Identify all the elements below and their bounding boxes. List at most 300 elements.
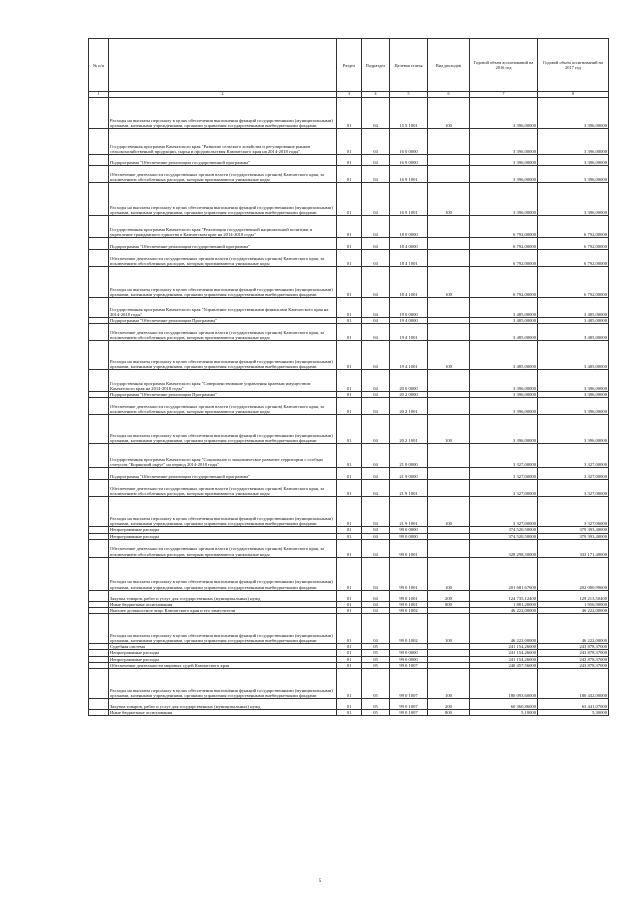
row-amount-2017: 379 393,40000 xyxy=(538,533,609,539)
row-amount-2016: 46 222,00000 xyxy=(470,608,538,614)
row-amount-2016: 3 396,00000 xyxy=(470,398,538,415)
row-amount-2016: 3 396,00000 xyxy=(470,98,538,129)
table-row xyxy=(89,155,609,166)
row-target: 21 0 0000 xyxy=(390,444,428,468)
row-target: 16 9 0000 xyxy=(390,155,428,166)
table-body xyxy=(89,98,609,716)
row-name: Закупка товаров, работ и услуг для государственных (муниципальных) нужд xyxy=(109,590,337,601)
row-amount-2017: 3 396,00000 xyxy=(538,98,609,129)
table-row xyxy=(89,699,609,710)
row-index-cell xyxy=(89,468,109,480)
column-number: 2 xyxy=(109,92,337,98)
row-index-cell xyxy=(89,539,109,557)
row-vid: 100 xyxy=(428,614,470,644)
row-amount-2017: 63 441,07000 xyxy=(538,699,609,710)
row-razdel: 01 xyxy=(337,669,362,699)
table-row xyxy=(89,298,609,318)
table-row xyxy=(89,608,609,614)
row-name: Государственная программа Камчатского края "Развитие сельского хозяйства и регулирование рынков сельскохозяйственной продукции, сырья и продовольствия Камчатского края на 2014-2018 годы" xyxy=(109,129,337,155)
row-razdel: 01 xyxy=(337,398,362,415)
row-name: Непрограммные расходы xyxy=(109,650,337,656)
row-podrazdel: 04 xyxy=(362,601,390,607)
column-number: 1 xyxy=(89,92,109,98)
row-target: 99 0 1007 xyxy=(390,710,428,716)
row-target: 16 0 0000 xyxy=(390,129,428,155)
row-name: Закупка товаров, работ и услуг для государственных (муниципальных) нужд xyxy=(109,699,337,710)
row-amount-2017: 3 485,00000 xyxy=(538,341,609,370)
header-target: Целевая статья xyxy=(390,39,428,92)
row-amount-2016: 3 396,00000 xyxy=(470,129,538,155)
row-podrazdel: 04 xyxy=(362,216,390,238)
row-name: Расходы на выплаты персоналу в целях обеспечения выполнения функций государственными (муниципальными) органами, казенными учреждениями, органами управления государственными внебюджетными фондами xyxy=(109,497,337,527)
row-razdel: 01 xyxy=(337,468,362,480)
row-podrazdel: 04 xyxy=(362,398,390,415)
row-razdel: 01 xyxy=(337,614,362,644)
row-name: Подпрограмма "Обеспечение реализации Программы" xyxy=(109,392,337,398)
row-index-cell xyxy=(89,216,109,238)
row-vid xyxy=(428,324,470,341)
row-index-cell xyxy=(89,98,109,129)
row-amount-2016: 241 154,26000 xyxy=(470,644,538,650)
row-amount-2016: 374 520,50000 xyxy=(470,533,538,539)
table-row xyxy=(89,480,609,497)
row-vid xyxy=(428,216,470,238)
row-amount-2017: 180 432,00000 xyxy=(538,669,609,699)
row-name: Государственная программа Камчатского края "Социальное и экономическое развитие территории с особым статусом "Корякский округ" на период 2014-2018 годы" xyxy=(109,444,337,468)
table-row xyxy=(89,590,609,601)
table-row xyxy=(89,497,609,527)
row-podrazdel: 04 xyxy=(362,298,390,318)
row-razdel: 01 xyxy=(337,699,362,710)
row-vid xyxy=(428,155,470,166)
row-amount-2016: 6 792,00000 xyxy=(470,216,538,238)
row-amount-2016: 3 327,00000 xyxy=(470,497,538,527)
row-podrazdel: 05 xyxy=(362,699,390,710)
row-amount-2016: 374 520,50000 xyxy=(470,527,538,533)
row-podrazdel: 04 xyxy=(362,183,390,216)
row-index-cell xyxy=(89,614,109,644)
row-podrazdel: 04 xyxy=(362,324,390,341)
row-razdel: 01 xyxy=(337,98,362,129)
row-podrazdel: 04 xyxy=(362,341,390,370)
row-name: Обеспечение деятельности мировых судей Камчатского края xyxy=(109,662,337,668)
row-amount-2016: 3 485,00000 xyxy=(470,341,538,370)
table-row xyxy=(89,601,609,607)
table-row xyxy=(89,614,609,644)
row-podrazdel: 04 xyxy=(362,539,390,557)
row-podrazdel: 04 xyxy=(362,267,390,298)
row-name: Иные бюджетные ассигнования xyxy=(109,710,337,716)
row-amount-2016: 46 222,00000 xyxy=(470,614,538,644)
table-row xyxy=(89,324,609,341)
row-razdel: 01 xyxy=(337,527,362,533)
row-amount-2017: 3 485,00000 xyxy=(538,298,609,318)
row-razdel: 01 xyxy=(337,341,362,370)
row-name: Обеспечение деятельности государственных органов власти (государственных органов) Камчатского края, за исключением обособленных расходов, которым присваиваются уникальные коды xyxy=(109,250,337,267)
row-razdel: 01 xyxy=(337,644,362,650)
row-podrazdel: 04 xyxy=(362,370,390,392)
row-podrazdel: 04 xyxy=(362,468,390,480)
row-name: Непрограммные расходы xyxy=(109,656,337,662)
row-amount-2016: 180 093,60000 xyxy=(470,669,538,699)
row-amount-2017: 5,30000 xyxy=(538,710,609,716)
row-podrazdel: 04 xyxy=(362,497,390,527)
table-row xyxy=(89,710,609,716)
row-podrazdel: 04 xyxy=(362,527,390,533)
table-header-row xyxy=(89,39,609,92)
page-number: 5 xyxy=(318,879,322,884)
row-name: Подпрограмма "Обеспечение реализации государственной программы" xyxy=(109,238,337,250)
column-number: 6 xyxy=(428,92,470,98)
row-razdel: 01 xyxy=(337,129,362,155)
row-amount-2017: 46 222,00000 xyxy=(538,608,609,614)
row-vid: 100 xyxy=(428,98,470,129)
row-podrazdel: 04 xyxy=(362,557,390,590)
header-razdel: Раздел xyxy=(337,39,362,92)
row-target: 19 0 0000 xyxy=(390,298,428,318)
row-podrazdel: 04 xyxy=(362,250,390,267)
row-amount-2017: 3 485,00000 xyxy=(538,318,609,324)
row-podrazdel: 05 xyxy=(362,650,390,656)
header-name xyxy=(109,39,337,92)
row-vid: 200 xyxy=(428,699,470,710)
row-target: 99 0 0000 xyxy=(390,650,428,656)
row-podrazdel: 05 xyxy=(362,662,390,668)
row-podrazdel: 05 xyxy=(362,710,390,716)
row-vid: 100 xyxy=(428,497,470,527)
row-amount-2017: 379 393,40000 xyxy=(538,527,609,533)
row-name: Обеспечение деятельности государственных органов власти (государственных органов) Камчатского края, за исключением обособленных расходов, которым присваиваются уникальные коды xyxy=(109,398,337,415)
row-target: 18 4 1001 xyxy=(390,267,428,298)
row-razdel: 01 xyxy=(337,710,362,716)
row-podrazdel: 05 xyxy=(362,644,390,650)
row-vid: 100 xyxy=(428,267,470,298)
header-y2017: Годовой объем ассигнований на 2017 год xyxy=(538,39,609,92)
row-podrazdel: 04 xyxy=(362,392,390,398)
row-name: Расходы на выплаты персоналу в целях обеспечения выполнения функций государственными (муниципальными) органами, казенными учреждениями, органами управления государственными внебюджетными фондами xyxy=(109,341,337,370)
row-amount-2017: 3 396,00000 xyxy=(538,166,609,183)
row-target: 99 0 1002 xyxy=(390,608,428,614)
row-target: 99 0 1007 xyxy=(390,669,428,699)
row-target: 99 0 0000 xyxy=(390,656,428,662)
row-vid: 800 xyxy=(428,710,470,716)
row-podrazdel: 04 xyxy=(362,238,390,250)
row-name: Подпрограмма "Обеспечение реализации государственной программы" xyxy=(109,155,337,166)
row-amount-2016: 124 735,12400 xyxy=(470,590,538,601)
row-vid xyxy=(428,166,470,183)
column-number: 8 xyxy=(538,92,609,98)
row-amount-2016: 3 485,00000 xyxy=(470,298,538,318)
header-y2016: Годовой объем ассигнований на 2016 год xyxy=(470,39,538,92)
row-vid xyxy=(428,370,470,392)
row-amount-2016: 328 298,50000 xyxy=(470,539,538,557)
row-amount-2016: 3 396,00000 xyxy=(470,183,538,216)
row-razdel: 01 xyxy=(337,216,362,238)
row-podrazdel: 04 xyxy=(362,415,390,444)
row-target: 20 2 1001 xyxy=(390,398,428,415)
row-index-cell xyxy=(89,590,109,601)
row-razdel: 01 xyxy=(337,533,362,539)
row-index-cell xyxy=(89,155,109,166)
row-index-cell xyxy=(89,341,109,370)
row-razdel: 01 xyxy=(337,318,362,324)
row-amount-2016: 60 360,86000 xyxy=(470,699,538,710)
row-index-cell xyxy=(89,129,109,155)
row-amount-2017: 3 396,00000 xyxy=(538,129,609,155)
row-name: Государственная программа Камчатского края "Совершенствование управления краевым имуществом Камчатского края на 2014-2018 годы" xyxy=(109,370,337,392)
row-target: 20 2 0000 xyxy=(390,392,428,398)
table-row xyxy=(89,370,609,392)
column-number: 3 xyxy=(337,92,362,98)
row-razdel: 01 xyxy=(337,166,362,183)
row-amount-2017: 3 327,00000 xyxy=(538,497,609,527)
row-index-cell xyxy=(89,669,109,699)
row-amount-2017: 3 327,00000 xyxy=(538,444,609,468)
row-vid: 100 xyxy=(428,415,470,444)
row-amount-2016: 3 396,00000 xyxy=(470,166,538,183)
row-target: 99 0 1001 xyxy=(390,601,428,607)
header-podrazdel: Подраздел xyxy=(362,39,390,92)
column-number: 7 xyxy=(470,92,538,98)
row-name: Расходы на выплаты персоналу в целях обеспечения выполнения функций государственными (муниципальными) органами, казенными учреждениями, органами управления государственными внебюджетными фондами xyxy=(109,183,337,216)
row-razdel: 01 xyxy=(337,557,362,590)
table-row xyxy=(89,183,609,216)
row-target: 99 0 1001 xyxy=(390,590,428,601)
row-razdel: 01 xyxy=(337,480,362,497)
row-amount-2017: 3 327,00000 xyxy=(538,480,609,497)
row-vid xyxy=(428,398,470,415)
row-name: Расходы на выплаты персоналу в целях обеспечения выполнения функций государственными (муниципальными) органами, казенными учреждениями, органами управления государственными внебюджетными фондами xyxy=(109,557,337,590)
row-podrazdel: 04 xyxy=(362,608,390,614)
row-index-cell xyxy=(89,298,109,318)
row-target: 99 0 1007 xyxy=(390,662,428,668)
row-amount-2017: 243 878,37000 xyxy=(538,662,609,668)
row-razdel: 01 xyxy=(337,370,362,392)
row-amount-2017: 243 878,37000 xyxy=(538,656,609,662)
row-amount-2016: 3 396,00000 xyxy=(470,370,538,392)
row-podrazdel: 04 xyxy=(362,614,390,644)
table-row xyxy=(89,468,609,480)
row-vid xyxy=(428,238,470,250)
row-vid: 100 xyxy=(428,669,470,699)
row-target: 99 0 1007 xyxy=(390,699,428,710)
row-amount-2017: 3 396,00000 xyxy=(538,183,609,216)
table-row xyxy=(89,267,609,298)
row-amount-2016: 6 792,00000 xyxy=(470,267,538,298)
row-amount-2017: 3 396,00000 xyxy=(538,398,609,415)
row-podrazdel: 04 xyxy=(362,590,390,601)
column-number: 5 xyxy=(390,92,428,98)
row-name: Обеспечение деятельности государственных органов власти (государственных органов) Камчатского края, за исключением обособленных расходов, которым присваиваются уникальные коды xyxy=(109,480,337,497)
table-row xyxy=(89,415,609,444)
row-podrazdel: 04 xyxy=(362,98,390,129)
row-amount-2017: 6 792,00000 xyxy=(538,250,609,267)
row-amount-2016: 241 154,26000 xyxy=(470,650,538,656)
row-name: Непрограммные расходы xyxy=(109,527,337,533)
row-podrazdel: 04 xyxy=(362,155,390,166)
row-razdel: 01 xyxy=(337,392,362,398)
row-amount-2017: 243 878,37000 xyxy=(538,650,609,656)
row-target: 15 5 1001 xyxy=(390,98,428,129)
table-row xyxy=(89,398,609,415)
row-target: 19 4 1001 xyxy=(390,341,428,370)
row-name: Подпрограмма "Обеспечение реализации Программы" xyxy=(109,318,337,324)
row-index-cell xyxy=(89,238,109,250)
row-vid: 200 xyxy=(428,590,470,601)
row-razdel: 01 xyxy=(337,183,362,216)
row-name: Государственная программа Камчатского края "Управление государственными финансами Камчатского края на 2014-2018 годы" xyxy=(109,298,337,318)
row-amount-2017: 3 485,00000 xyxy=(538,324,609,341)
row-vid xyxy=(428,444,470,468)
row-name: Обеспечение деятельности государственных органов власти (государственных органов) Камчатского края, за исключением обособленных расходов, которым присваиваются уникальные коды xyxy=(109,324,337,341)
table-row xyxy=(89,318,609,324)
table-row xyxy=(89,341,609,370)
row-razdel: 01 xyxy=(337,656,362,662)
budget-table xyxy=(88,38,609,716)
row-target: 16 9 1001 xyxy=(390,183,428,216)
row-amount-2016: 3 327,00000 xyxy=(470,468,538,480)
row-index-cell xyxy=(89,267,109,298)
row-target: 19 4 0000 xyxy=(390,318,428,324)
row-index-cell xyxy=(89,324,109,341)
table-row xyxy=(89,216,609,238)
row-amount-2016: 1 881,20000 xyxy=(470,601,538,607)
row-podrazdel: 05 xyxy=(362,669,390,699)
row-vid xyxy=(428,298,470,318)
row-podrazdel: 05 xyxy=(362,656,390,662)
row-vid: 100 xyxy=(428,183,470,216)
row-razdel: 01 xyxy=(337,155,362,166)
row-name: Расходы на выплаты персоналу в целях обеспечения выполнения функций государственными (муниципальными) органами, казенными учреждениями, органами управления государственными внебюджетными фондами xyxy=(109,267,337,298)
row-vid: 100 xyxy=(428,341,470,370)
row-podrazdel: 04 xyxy=(362,166,390,183)
row-name: Расходы на выплаты персоналу в целях обеспечения выполнения функций государственными (муниципальными) органами, казенными учреждениями, органами управления государственными внебюджетными фондами xyxy=(109,669,337,699)
row-name: Непрограммные расходы xyxy=(109,533,337,539)
row-vid xyxy=(428,480,470,497)
row-razdel: 01 xyxy=(337,415,362,444)
row-amount-2016: 3 396,00000 xyxy=(470,415,538,444)
row-amount-2016: 3 396,00000 xyxy=(470,392,538,398)
table-row xyxy=(89,669,609,699)
row-podrazdel: 04 xyxy=(362,129,390,155)
row-amount-2016: 5,10000 xyxy=(470,710,538,716)
row-amount-2017: 202 000,99600 xyxy=(538,557,609,590)
row-index-cell xyxy=(89,480,109,497)
row-name: Обеспечение деятельности государственных органов власти (государственных органов) Камчатского края, за исключением обособленных расходов, которым присваиваются уникальные коды xyxy=(109,166,337,183)
row-amount-2017: 3 396,00000 xyxy=(538,155,609,166)
row-amount-2016: 3 485,00000 xyxy=(470,324,538,341)
row-vid: 800 xyxy=(428,601,470,607)
row-amount-2016: 6 792,00000 xyxy=(470,238,538,250)
row-index-cell xyxy=(89,497,109,527)
table-row xyxy=(89,98,609,129)
row-razdel: 01 xyxy=(337,298,362,318)
row-index-cell xyxy=(89,370,109,392)
row-podrazdel: 04 xyxy=(362,533,390,539)
row-razdel: 01 xyxy=(337,539,362,557)
row-target: 99 0 1001 xyxy=(390,557,428,590)
row-target: 99 0 0000 xyxy=(390,533,428,539)
row-amount-2017: 6 792,00000 xyxy=(538,238,609,250)
row-target: 19 4 1001 xyxy=(390,324,428,341)
row-amount-2016: 3 327,00000 xyxy=(470,480,538,497)
row-vid xyxy=(428,250,470,267)
row-amount-2017: 6 792,00000 xyxy=(538,216,609,238)
row-razdel: 01 xyxy=(337,601,362,607)
table-row xyxy=(89,662,609,668)
row-amount-2016: 240 457,56000 xyxy=(470,662,538,668)
table-row xyxy=(89,166,609,183)
row-amount-2017: 333 171,40000 xyxy=(538,539,609,557)
row-index-cell xyxy=(89,415,109,444)
row-amount-2017: 3 396,00000 xyxy=(538,370,609,392)
table-row xyxy=(89,557,609,590)
row-name: Судебная система xyxy=(109,644,337,650)
row-razdel: 01 xyxy=(337,662,362,668)
row-amount-2017: 3 327,00000 xyxy=(538,468,609,480)
row-razdel: 01 xyxy=(337,650,362,656)
row-target: 99 0 1002 xyxy=(390,614,428,644)
row-amount-2017: 46 222,00000 xyxy=(538,614,609,644)
row-razdel: 01 xyxy=(337,267,362,298)
row-index-cell xyxy=(89,183,109,216)
row-name: Расходы на выплаты персоналу в целях обеспечения выполнения функций государственными (муниципальными) органами, казенными учреждениями, органами управления государственными внебюджетными фондами xyxy=(109,614,337,644)
row-index-cell xyxy=(89,710,109,716)
table-row xyxy=(89,250,609,267)
row-amount-2016: 201 681,67600 xyxy=(470,557,538,590)
row-razdel: 01 xyxy=(337,608,362,614)
row-razdel: 01 xyxy=(337,590,362,601)
row-vid xyxy=(428,539,470,557)
row-target: 99 0 1001 xyxy=(390,539,428,557)
row-amount-2016: 6 792,00000 xyxy=(470,250,538,267)
row-index-cell xyxy=(89,166,109,183)
row-podrazdel: 04 xyxy=(362,318,390,324)
row-target: 21 9 1001 xyxy=(390,497,428,527)
row-name: Государственная программа Камчатского края "Реализация государственной национальной политики и укрепление гражданского единства в Камчатском крае на 2014-2018 годы" xyxy=(109,216,337,238)
row-razdel: 01 xyxy=(337,444,362,468)
header-idx: № п/п xyxy=(89,39,109,92)
row-amount-2017: 243 878,37000 xyxy=(538,644,609,650)
row-index-cell xyxy=(89,250,109,267)
table-row xyxy=(89,539,609,557)
row-index-cell xyxy=(89,444,109,468)
row-index-cell xyxy=(89,398,109,415)
row-target: 21 9 0000 xyxy=(390,468,428,480)
row-target: 20 0 0000 xyxy=(390,370,428,392)
row-name: Иные бюджетные ассигнования xyxy=(109,601,337,607)
row-target: 99 0 0000 xyxy=(390,527,428,533)
row-amount-2017: 1 956,90000 xyxy=(538,601,609,607)
row-name: Расходы на выплаты персоналу в целях обеспечения выполнения функций государственными (муниципальными) органами, казенными учреждениями, органами управления государственными внебюджетными фондами xyxy=(109,98,337,129)
row-index-cell xyxy=(89,557,109,590)
table-row xyxy=(89,392,609,398)
table-row xyxy=(89,444,609,468)
row-amount-2016: 241 154,26000 xyxy=(470,656,538,662)
row-podrazdel: 04 xyxy=(362,480,390,497)
row-target: 21 9 1001 xyxy=(390,480,428,497)
row-razdel: 01 xyxy=(337,497,362,527)
row-podrazdel: 04 xyxy=(362,444,390,468)
row-razdel: 01 xyxy=(337,250,362,267)
column-number: 4 xyxy=(362,92,390,98)
row-amount-2017: 129 213,50400 xyxy=(538,590,609,601)
row-vid xyxy=(428,129,470,155)
table-row xyxy=(89,129,609,155)
row-target: 18 4 0000 xyxy=(390,238,428,250)
row-amount-2016: 3 327,00000 xyxy=(470,444,538,468)
row-vid xyxy=(428,468,470,480)
